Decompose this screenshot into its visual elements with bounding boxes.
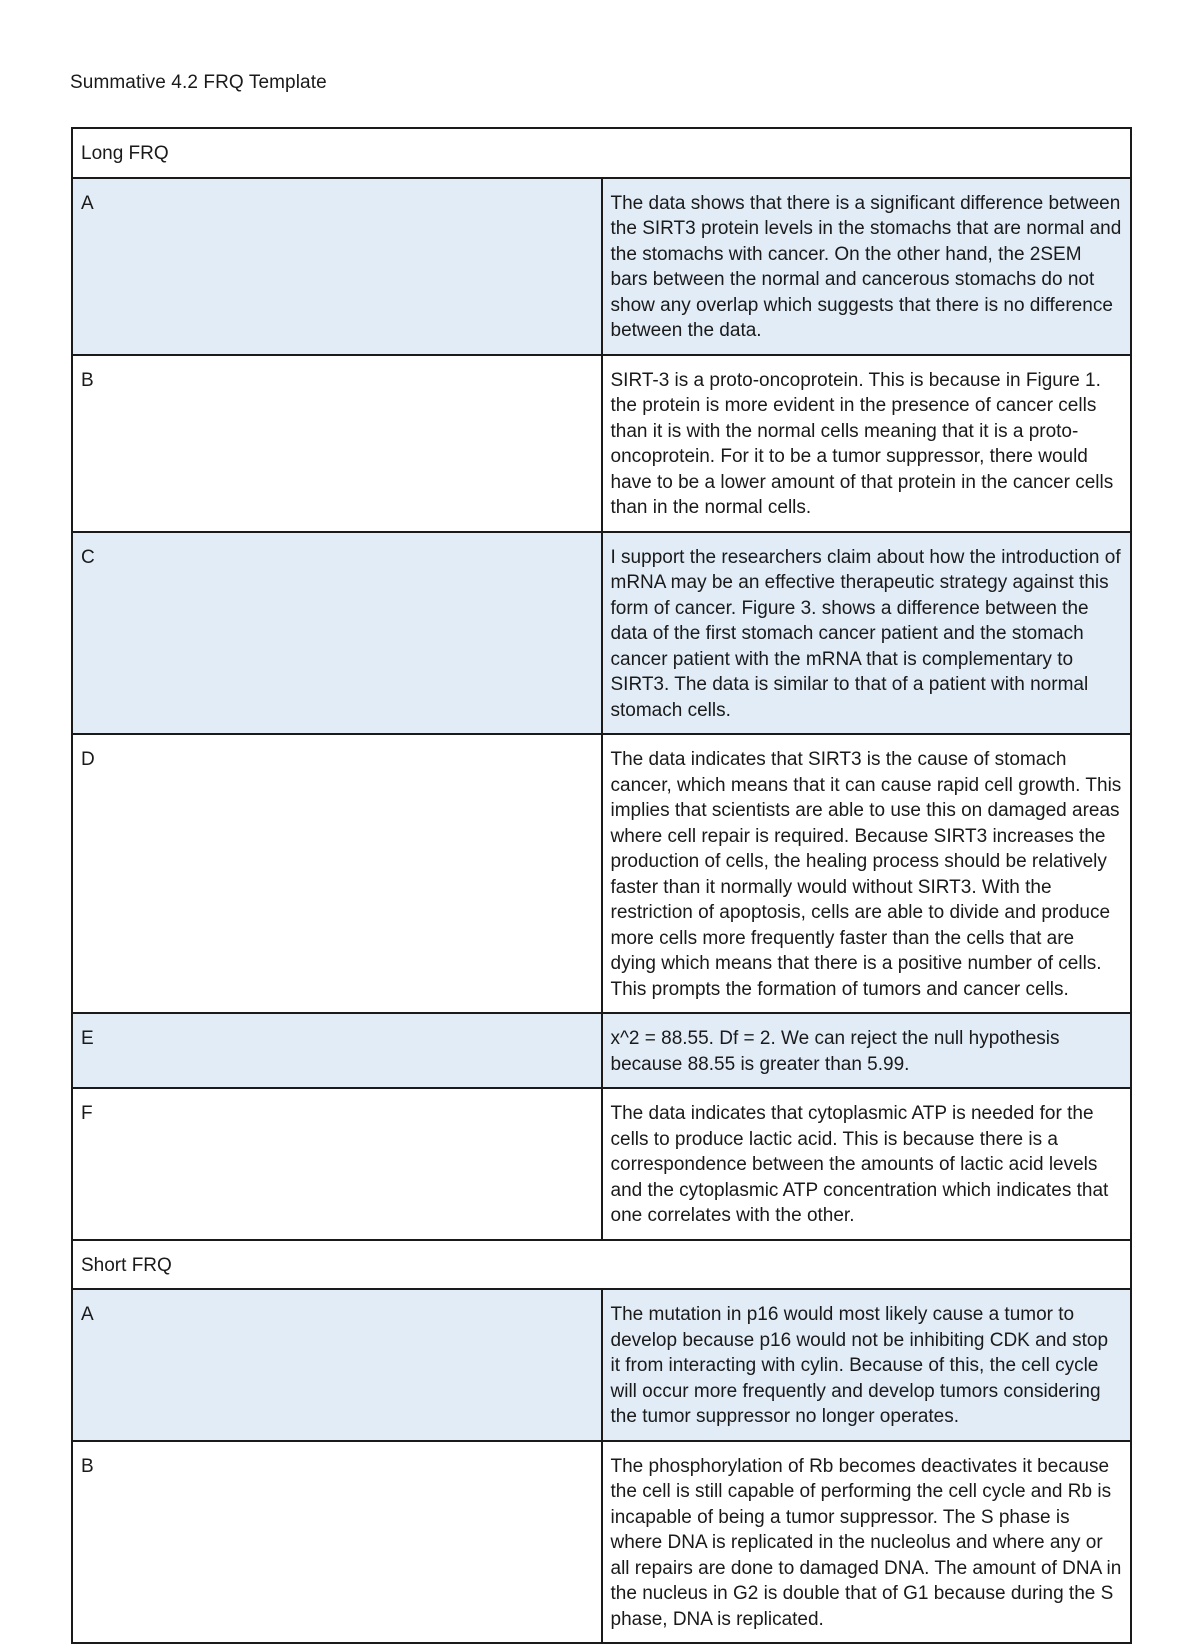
answer-row-long-a: [72, 178, 1131, 355]
section-header-long-frq: [72, 128, 1131, 178]
answer-text: The data shows that there is a significant difference between the SIRT3 protein levels in the stomachs that are normal and the stomachs with cancer. On the other hand, the 2SEM bars between the normal and cancerous stomachs do not show any overlap which suggests that there is no difference between the data.: [602, 178, 1132, 355]
answer-text: The mutation in p16 would most likely cause a tumor to develop because p16 would not be inhibiting CDK and stop it from interacting with cylin. Because of this, the cell cycle will occur more frequently and develop tumors considering the tumor suppressor no longer operates.: [602, 1289, 1132, 1441]
question-letter: C: [72, 532, 602, 735]
answer-row-long-f: [72, 1088, 1131, 1240]
question-letter: A: [72, 178, 602, 355]
question-letter: B: [72, 1441, 602, 1644]
answer-row-long-d: [72, 734, 1131, 1013]
answer-text: SIRT-3 is a proto-oncoprotein. This is because in Figure 1. the protein is more evident in the presence of cancer cells than it is with the normal cells meaning that it is a proto-oncoprotein. For it to be a tumor suppressor, there would have to be a lower amount of that protein in the cancer cells than in the normal cells.: [602, 355, 1132, 532]
answer-row-long-e: [72, 1013, 1131, 1088]
answer-row-long-b: [72, 355, 1131, 532]
answer-row-short-a: [72, 1289, 1131, 1441]
section-header-short-frq: [72, 1240, 1131, 1290]
answer-text: x^2 = 88.55. Df = 2. We can reject the null hypothesis because 88.55 is greater than 5.99.: [602, 1013, 1132, 1088]
question-letter: B: [72, 355, 602, 532]
question-letter: E: [72, 1013, 602, 1088]
question-letter: F: [72, 1088, 602, 1240]
section-heading: Short FRQ: [72, 1240, 1131, 1290]
answer-text: The phosphorylation of Rb becomes deactivates it because the cell is still capable of performing the cell cycle and Rb is incapable of being a tumor suppressor. The S phase is where DNA is replicated in the nucleolus and where any or all repairs are done to damaged DNA. The amount of DNA in the nucleus in G2 is double that of G1 because during the S phase, DNA is replicated.: [602, 1441, 1132, 1644]
frq-table: [71, 127, 1132, 1644]
answer-text: I support the researchers claim about how the introduction of mRNA may be an effective therapeutic strategy against this form of cancer. Figure 3. shows a difference between the data of the first stomach cancer patient and the stomach cancer patient with the mRNA that is complementary to SIRT3. The data is similar to that of a patient with normal stomach cells.: [602, 532, 1132, 735]
section-heading: Long FRQ: [72, 128, 1131, 178]
question-letter: D: [72, 734, 602, 1013]
answer-text: The data indicates that SIRT3 is the cause of stomach cancer, which means that it can cause rapid cell growth. This implies that scientists are able to use this on damaged areas where cell repair is required. Because SIRT3 increases the production of cells, the healing process should be relatively faster than it normally would without SIRT3. With the restriction of apoptosis, cells are able to divide and produce more cells more frequently faster than the cells that are dying which means that there is a positive number of cells. This prompts the formation of tumors and cancer cells.: [602, 734, 1132, 1013]
document-title: Summative 4.2 FRQ Template: [70, 72, 327, 93]
question-letter: A: [72, 1289, 602, 1441]
answer-row-long-c: [72, 532, 1131, 735]
answer-row-short-b: [72, 1441, 1131, 1644]
answer-text: The data indicates that cytoplasmic ATP is needed for the cells to produce lactic acid. This is because there is a correspondence between the amounts of lactic acid levels and the cytoplasmic ATP concentration which indicates that one correlates with the other.: [602, 1088, 1132, 1240]
